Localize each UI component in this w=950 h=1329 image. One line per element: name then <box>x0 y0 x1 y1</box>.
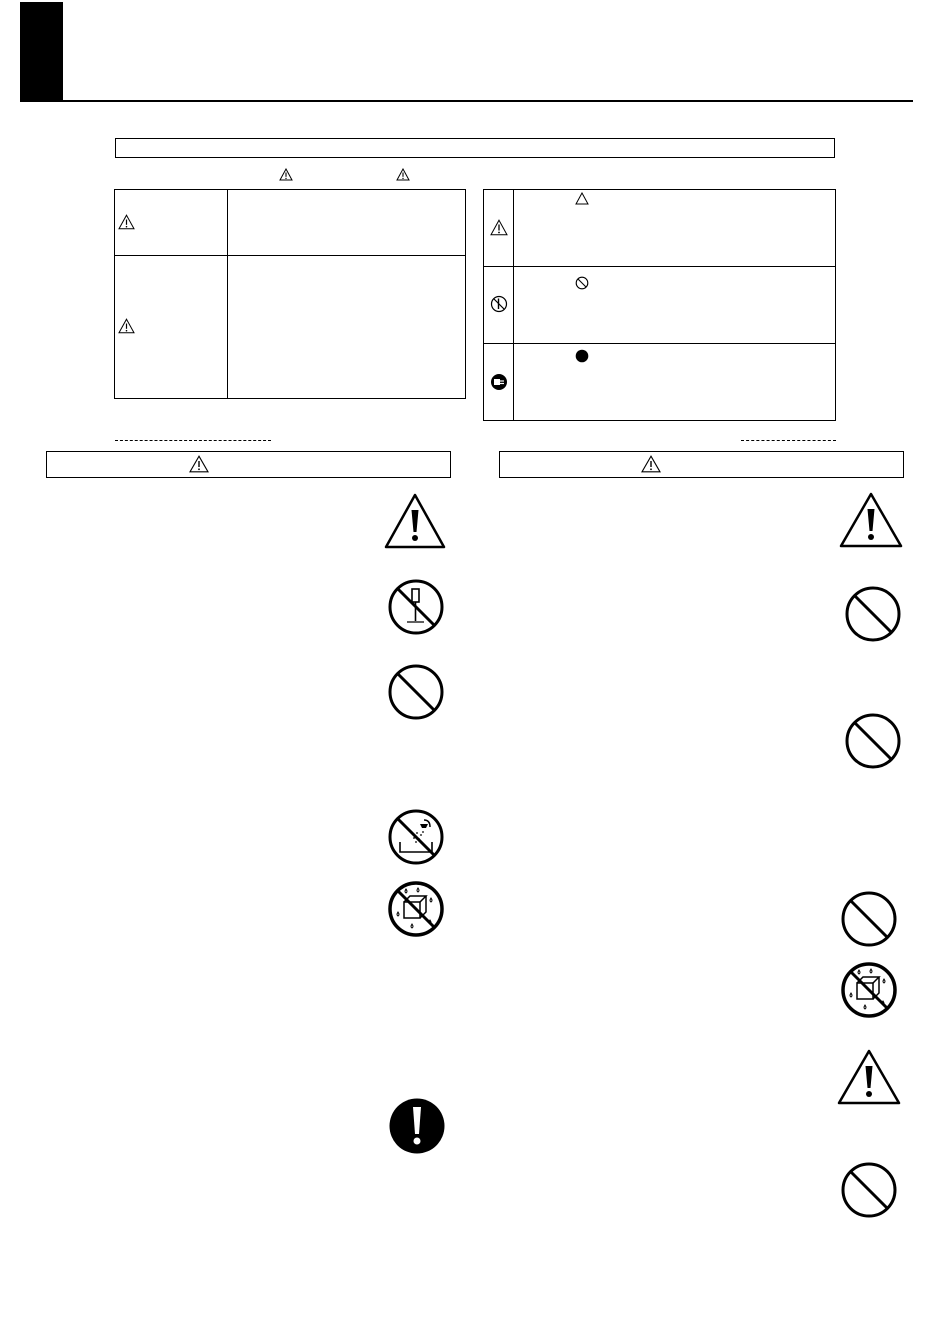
warning-triangle-icon <box>490 219 508 236</box>
dashed-separator <box>741 440 836 441</box>
no-disassemble-icon <box>490 295 508 313</box>
no-disassemble-icon <box>387 578 445 636</box>
symbol-legend <box>483 189 836 421</box>
warning-triangle-icon <box>189 455 209 473</box>
chapter-tab-block <box>20 2 63 101</box>
prohibited-icon <box>575 276 589 290</box>
unplug-icon <box>489 373 509 391</box>
prohibited-icon <box>387 663 445 721</box>
no-wet-location-icon <box>387 808 445 866</box>
prohibited-icon <box>840 1161 898 1219</box>
warning-triangle-icon <box>279 168 293 181</box>
warning-triangle-icon <box>118 318 135 334</box>
safety-title-box <box>115 138 835 158</box>
warning-triangle-icon <box>118 214 135 230</box>
warning-triangle-icon <box>396 168 410 181</box>
prohibited-icon <box>840 890 898 948</box>
no-liquid-icon <box>840 961 898 1019</box>
hazard-level-legend <box>114 189 466 399</box>
mandatory-dot-icon <box>575 349 589 363</box>
caution-triangle-outline-icon <box>575 192 589 205</box>
dashed-separator <box>115 440 271 441</box>
caution-section-banner <box>499 451 904 478</box>
warning-triangle-icon <box>836 1048 902 1106</box>
warning-triangle-icon <box>383 492 447 550</box>
warning-section-banner <box>46 451 451 478</box>
warning-triangle-icon <box>641 455 661 473</box>
mandatory-action-icon <box>388 1097 446 1155</box>
warning-triangle-icon <box>838 491 904 549</box>
header-rule <box>20 100 913 102</box>
no-liquid-icon <box>387 880 445 938</box>
prohibited-icon <box>844 712 902 770</box>
prohibited-icon <box>844 585 902 643</box>
